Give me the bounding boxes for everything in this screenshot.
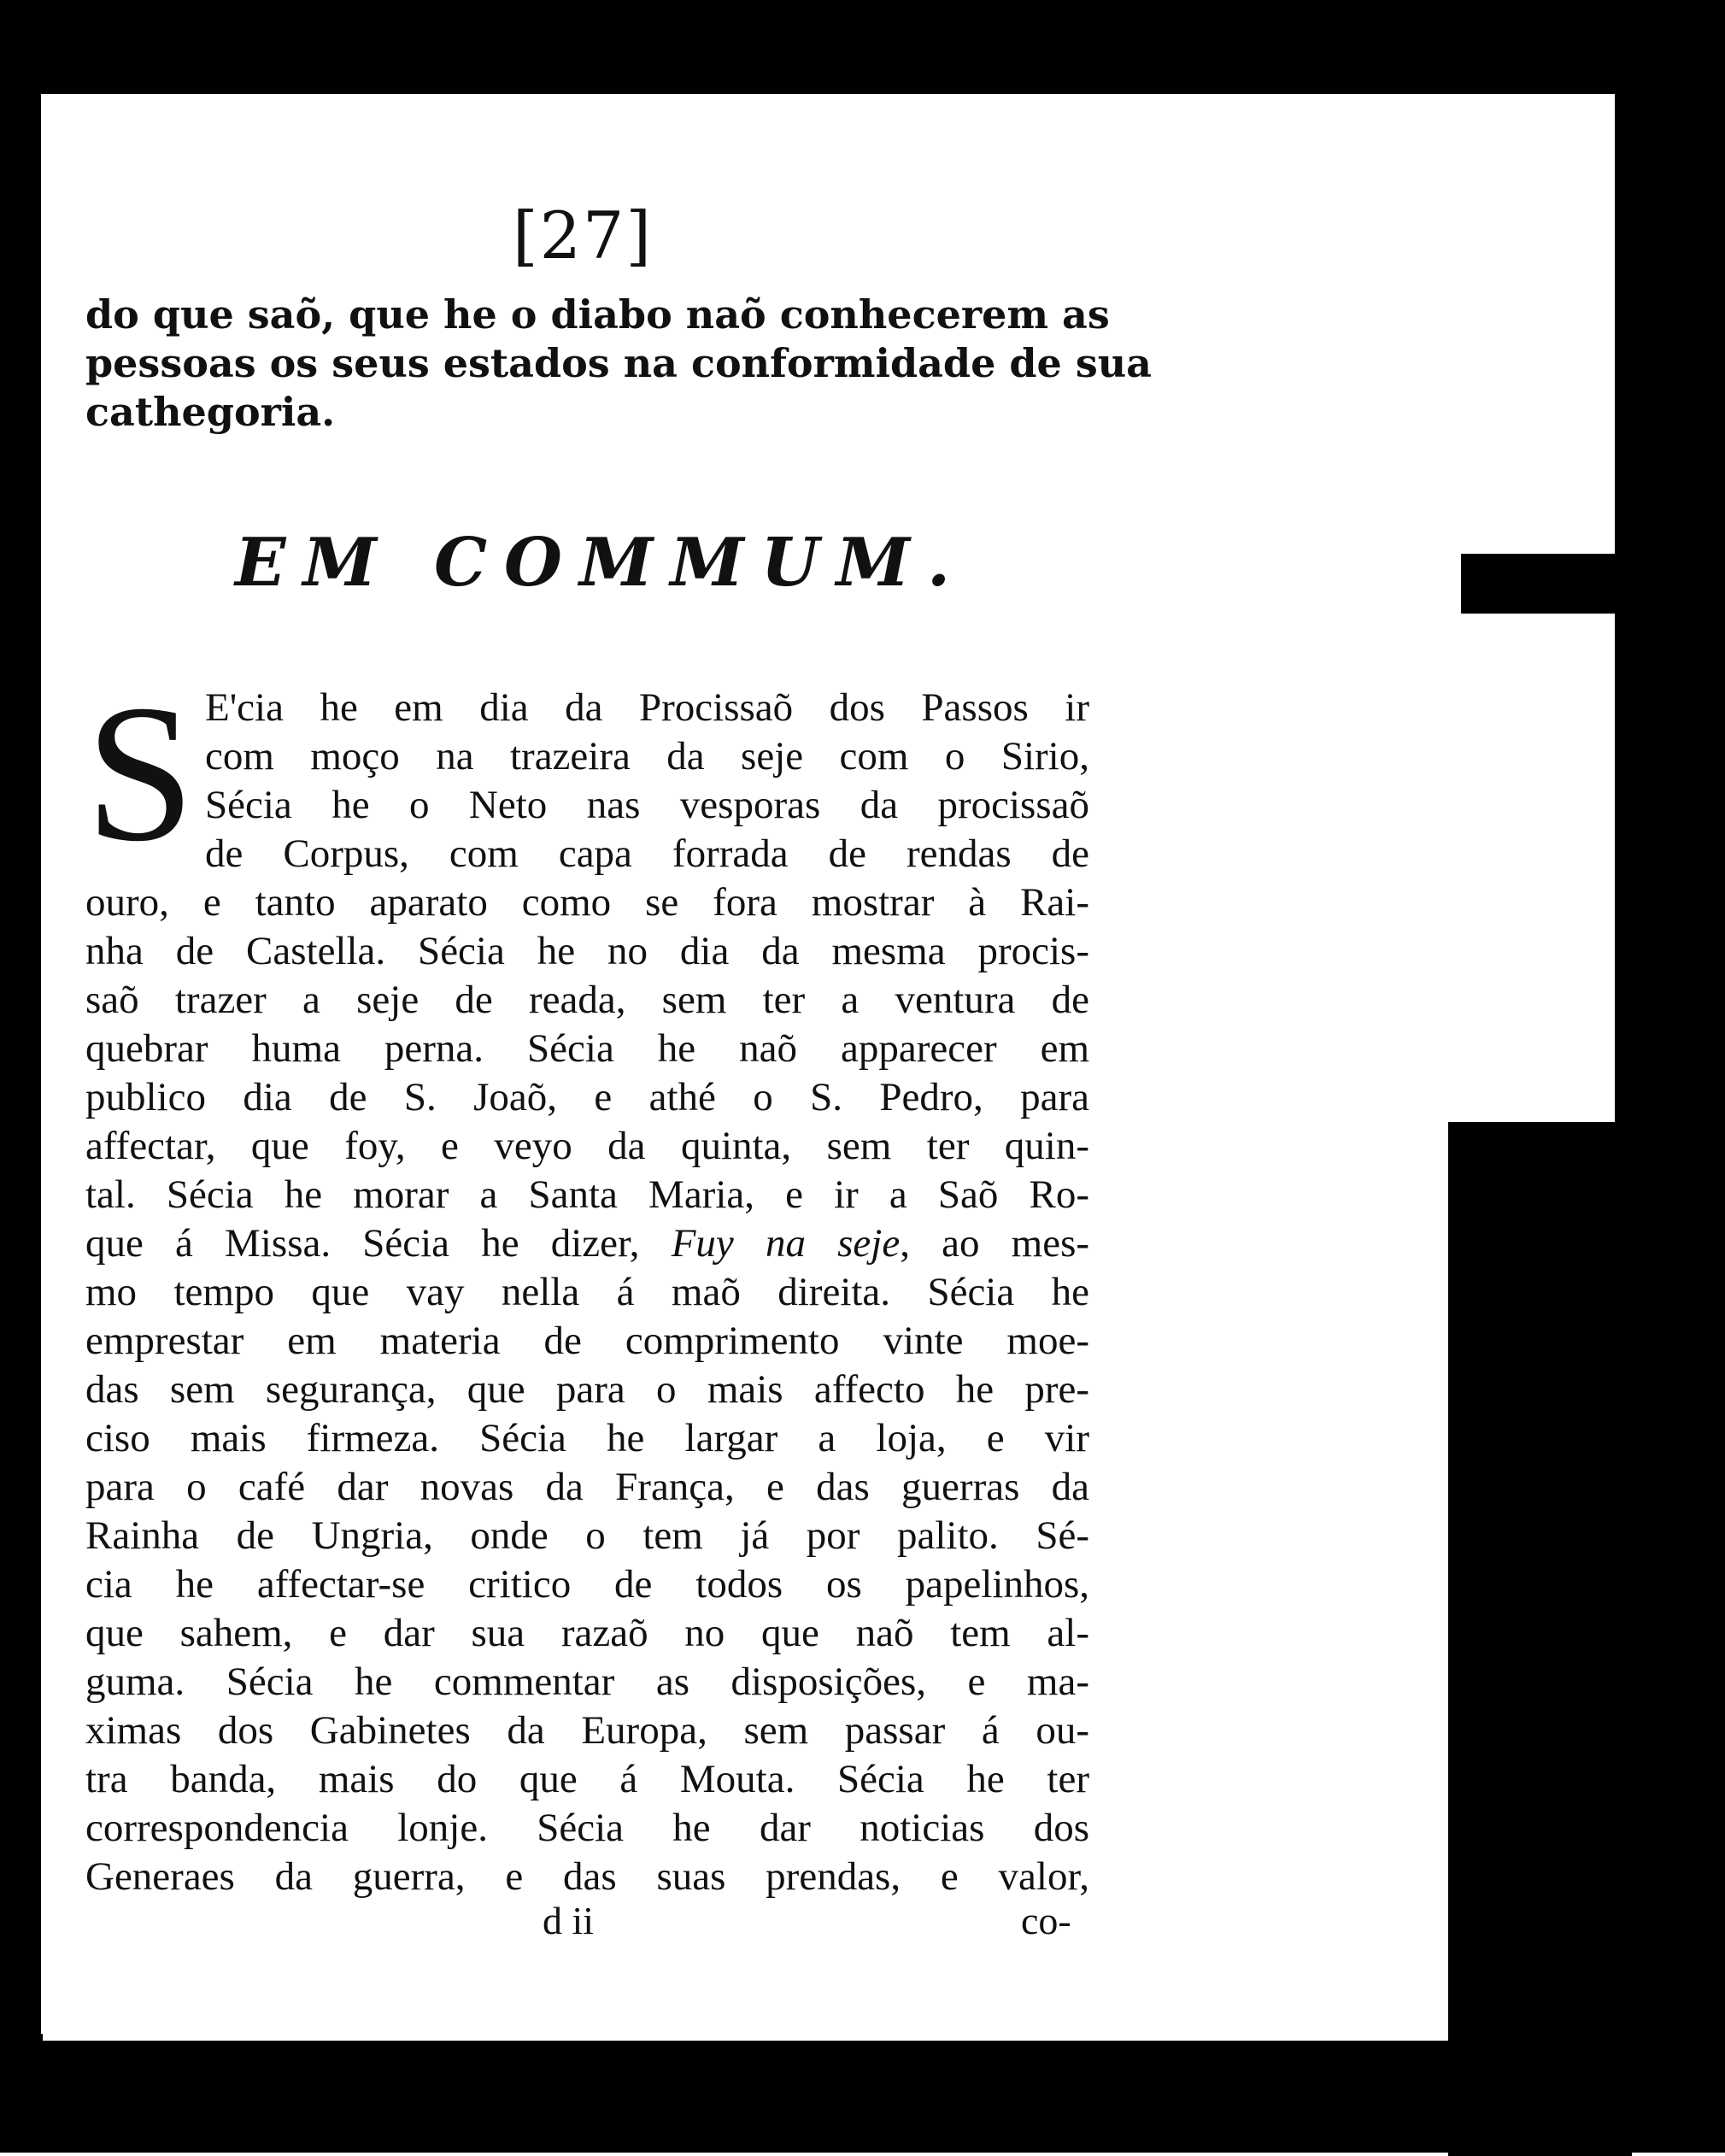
text-line: que sahem, e dar sua razaõ no que naõ tem al- bbox=[85, 1611, 1089, 1655]
scan-border-top bbox=[0, 0, 1725, 94]
text-line: Generaes da guerra, e das suas prendas, e valor, bbox=[85, 1854, 1089, 1899]
text-line: ciso mais firmeza. Sécia he largar a loja, e vir bbox=[85, 1416, 1089, 1460]
text-line: Rainha de Ungria, onde o tem já por palito. Sé- bbox=[85, 1513, 1089, 1558]
text-line: mo tempo que vay nella á maõ direita. Sécia he bbox=[85, 1270, 1089, 1314]
signature-mark: d ii bbox=[543, 1899, 595, 1942]
text-segment: que á Missa. Sécia he dizer, bbox=[85, 1221, 672, 1266]
scan-border-left bbox=[0, 0, 41, 2153]
catchword: co- bbox=[1021, 1899, 1071, 1942]
text-line: E'cia he em dia da Procissaõ dos Passos ir bbox=[205, 685, 1089, 730]
text-line: quebrar huma perna. Sécia he naõ apparecer em bbox=[85, 1026, 1089, 1071]
text-line: nha de Castella. Sécia he no dia da mesma procis- bbox=[85, 929, 1089, 973]
text-line: saõ trazer a seje de reada, sem ter a ventura de bbox=[85, 978, 1089, 1022]
ink-blot bbox=[1448, 1122, 1632, 2156]
drop-cap: S bbox=[85, 664, 195, 882]
text-line: emprestar em materia de comprimento vinte moe- bbox=[85, 1319, 1089, 1363]
body-paragraph bbox=[85, 684, 1089, 1901]
text-line: publico dia de S. Joaõ, e athé o S. Pedro, para bbox=[85, 1075, 1089, 1119]
text-line: com moço na trazeira da seje com o Sirio, bbox=[205, 734, 1089, 778]
text-line: pessoas os seus estados na conformidade de sua bbox=[85, 340, 1152, 386]
text-line: ximas dos Gabinetes da Europa, sem passar á ou- bbox=[85, 1708, 1089, 1753]
text-line: do que saõ, que he o diabo naõ conhecerem as bbox=[85, 291, 1110, 338]
ink-blot bbox=[1461, 554, 1632, 614]
text-line bbox=[85, 1219, 1089, 1268]
text-line: affectar, que foy, e veyo da quinta, sem ter quin- bbox=[85, 1124, 1089, 1168]
page-number: [27] bbox=[513, 197, 654, 273]
text-line: de Corpus, com capa forrada de rendas de bbox=[205, 831, 1089, 876]
text-line: tra banda, mais do que á Mouta. Sécia he ter bbox=[85, 1757, 1089, 1801]
text-line: ouro, e tanto aparato como se fora mostrar à Rai- bbox=[85, 880, 1089, 925]
text-line: cathegoria. bbox=[85, 389, 336, 435]
text-segment: , ao mes- bbox=[900, 1221, 1090, 1266]
text-line: tal. Sécia he morar a Santa Maria, e ir a Saõ Ro- bbox=[85, 1172, 1089, 1217]
text-line: para o café dar novas da França, e das guerras da bbox=[85, 1465, 1089, 1509]
text-line: Sécia he o Neto nas vesporas da procissaõ bbox=[205, 783, 1089, 827]
text-line: cia he affectar-se critico de todos os papelinhos, bbox=[85, 1562, 1089, 1607]
text-line: guma. Sécia he commentar as disposições, e ma- bbox=[85, 1660, 1089, 1704]
intro-paragraph bbox=[85, 291, 1152, 437]
section-heading: EM COMMUM. bbox=[235, 524, 968, 602]
text-line: das sem segurança, que para o mais affecto he pre- bbox=[85, 1367, 1089, 1412]
italic-phrase: Fuy na seje bbox=[671, 1221, 901, 1266]
text-line: correspondencia lonje. Sécia he dar noticias dos bbox=[85, 1806, 1089, 1850]
